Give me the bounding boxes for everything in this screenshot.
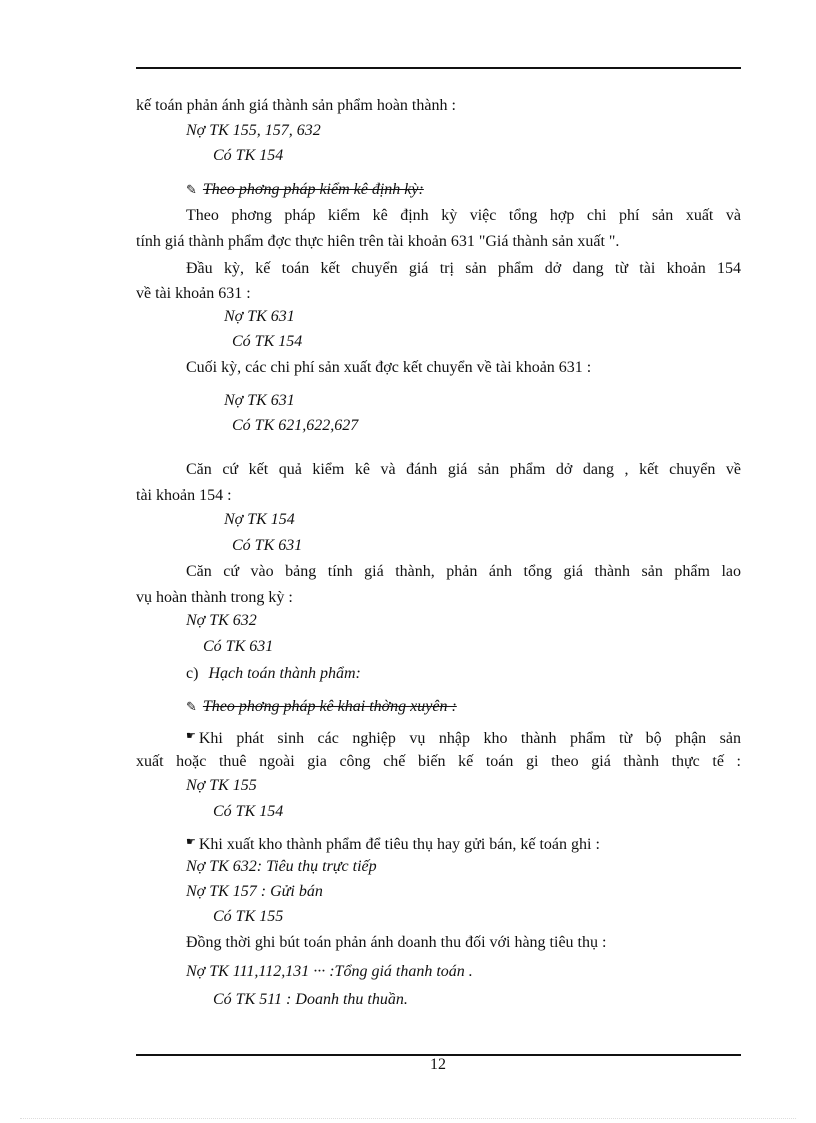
heading-text: Theo phơng pháp kiểm kê định kỳ: [202,181,424,198]
heading-text: Theo phơng pháp kê khai thờng xuyên : [202,698,457,715]
bullet-line [186,726,741,749]
bullet-text: Khi xuất kho thành phẩm để tiêu thụ hay gửi bán, kế toán ghi : [198,836,600,853]
text-line: Theo phơng pháp kiểm kê định kỳ việc tổng hợp chi phí sản xuất và [186,207,741,224]
entry-debit: Nợ TK 631 [224,308,295,325]
entry-debit: Nợ TK 631 [224,392,295,409]
entry-credit: Có TK 631 [232,537,303,554]
section-heading [186,697,457,718]
bullet-line [186,832,600,855]
entry-credit: Có TK 154 [213,147,284,164]
entry-debit: Nợ TK 632: Tiêu thụ trực tiếp [186,858,377,875]
text-line: Đầu kỳ, kế toán kết chuyển giá trị sản phẩm dở dang từ tài khoản 154 [186,260,741,277]
text-line: Cuối kỳ, các chi phí sản xuất đợc kết chuyển về tài khoản 631 : [186,359,592,376]
pointing-hand-icon: ☛ [186,835,196,848]
text-line: Đồng thời ghi bút toán phản ánh doanh thu đối với hàng tiêu thụ : [186,934,607,951]
bullet-text: Khi phát sinh các nghiệp vụ nhập kho thành phẩm từ bộ phận sản [198,730,741,747]
entry-credit: Có TK 631 [203,638,274,655]
entry-debit: Nợ TK 632 [186,612,257,629]
entry-credit: Có TK 154 [213,803,284,820]
pencil-icon: ✎ [186,700,197,715]
entry-debit: Nợ TK 157 : Gửi bán [186,883,323,900]
entry-credit: Có TK 154 [232,333,303,350]
text-line: tài khoản 154 : [136,487,232,504]
entry-credit: Có TK 621,622,627 [232,417,359,434]
text-line: kế toán phản ánh giá thành sản phẩm hoàn thành : [136,97,456,114]
subsection-title: Hạch toán thành phẩm: [208,665,361,682]
text-line: xuất hoặc thuê ngoài gia công chế biến kế toán gi theo giá thành thực tế : [136,753,741,770]
page-number: 12 [430,1056,446,1073]
entry-debit: Nợ TK 155 [186,777,257,794]
entry-debit: Nợ TK 155, 157, 632 [186,122,321,139]
pointing-hand-icon: ☛ [186,729,196,742]
entry-debit: Nợ TK 154 [224,511,295,528]
entry-debit: Nợ TK 111,112,131 ··· :Tổng giá thanh toán . [186,963,473,980]
subsection-number: c) [186,665,199,682]
entry-credit: Có TK 511 : Doanh thu thuần. [213,991,408,1008]
page-edge [20,1118,796,1119]
subsection-heading [186,664,361,684]
text-line: Căn cứ vào bảng tính giá thành, phản ánh tổng giá thành sản phẩm lao [186,563,741,580]
text-line: Căn cứ kết quả kiểm kê và đánh giá sản phẩm dở dang , kết chuyển về [186,461,741,478]
entry-credit: Có TK 155 [213,908,284,925]
text-line: tính giá thành phẩm đợc thực hiên trên tài khoản 631 "Giá thành sản xuất ". [136,233,620,250]
text-line: về tài khoản 631 : [136,285,251,302]
header-rule [136,67,741,69]
section-heading [186,180,424,201]
pencil-icon: ✎ [186,183,197,198]
text-line: vụ hoàn thành trong kỳ : [136,589,293,606]
